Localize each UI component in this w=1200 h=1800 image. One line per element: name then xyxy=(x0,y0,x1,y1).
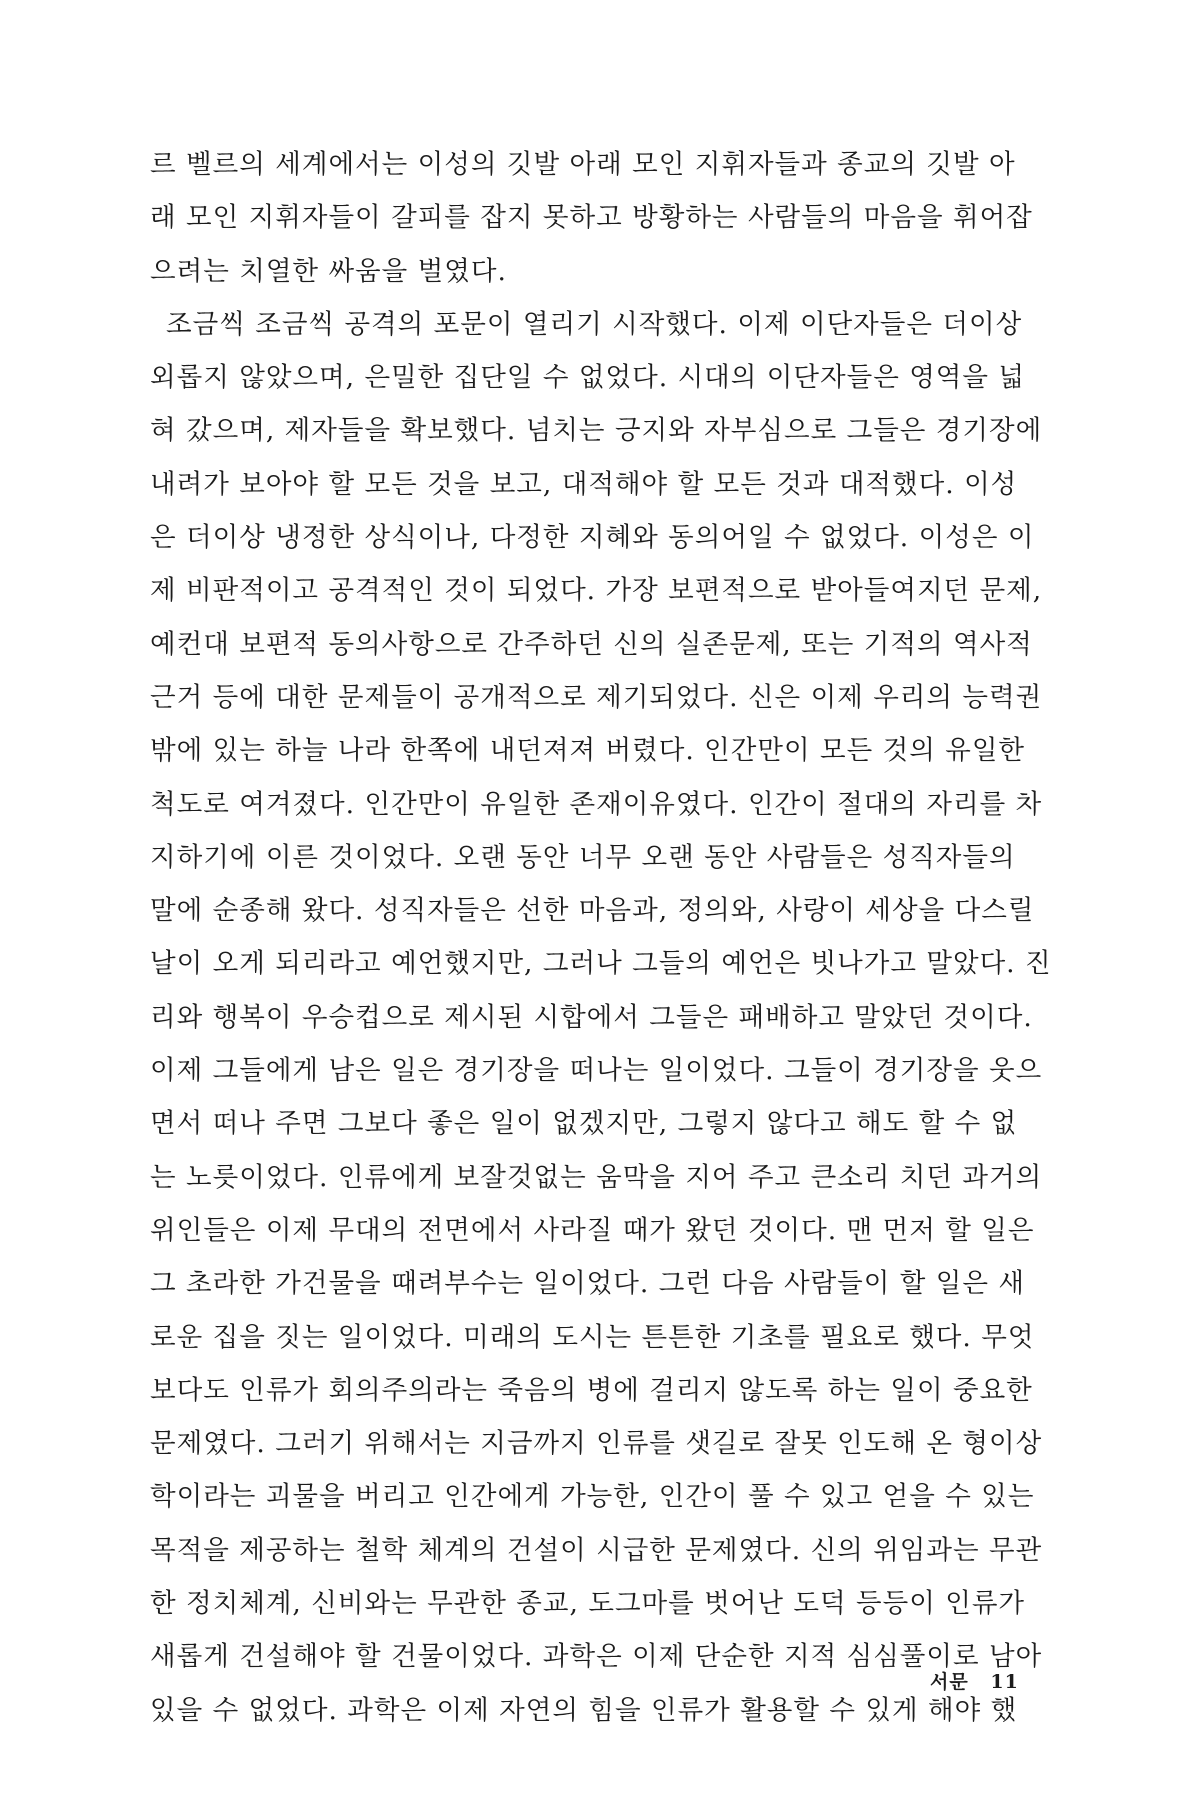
text-line: 문제였다. 그러기 위해서는 지금까지 인류를 샛길로 잘못 인도해 온 형이상 xyxy=(150,1428,1043,1460)
text-line-paragraph-start: 조금씩 조금씩 공격의 포문이 열리기 시작했다. 이제 이단자들은 더이상 xyxy=(166,308,1023,340)
text-line: 으려는 치열한 싸움을 벌였다. xyxy=(150,255,507,287)
text-line: 외롭지 않았으며, 은밀한 집단일 수 없었다. 시대의 이단자들은 영역을 넓 xyxy=(150,362,1026,394)
text-line: 보다도 인류가 회의주의라는 죽음의 병에 걸리지 않도록 하는 일이 중요한 xyxy=(150,1374,1033,1406)
text-line: 는 노릇이었다. 인류에게 보잘것없는 움막을 지어 주고 큰소리 치던 과거의 xyxy=(150,1161,1043,1193)
page-footer xyxy=(930,1667,1019,1694)
text-line: 지하기에 이른 것이었다. 오랜 동안 너무 오랜 동안 사람들은 성직자들의 xyxy=(150,841,1016,873)
text-line: 예컨대 보편적 동의사항으로 간주하던 신의 실존문제, 또는 기적의 역사적 xyxy=(150,628,1033,660)
text-line: 혀 갔으며, 제자들을 확보했다. 넘치는 긍지와 자부심으로 그들은 경기장에 xyxy=(150,415,1043,447)
body-text xyxy=(150,138,1055,1737)
text-line: 이제 그들에게 남은 일은 경기장을 떠나는 일이었다. 그들이 경기장을 웃으 xyxy=(150,1055,1043,1087)
text-line: 면서 떠나 주면 그보다 좋은 일이 없겠지만, 그렇지 않다고 해도 할 수 없 xyxy=(150,1108,1018,1140)
text-line: 말에 순종해 왔다. 성직자들은 선한 마음과, 정의와, 사랑이 세상을 다스릴 xyxy=(150,895,1035,927)
page-number: 11 xyxy=(990,1671,1019,1693)
text-line: 로운 집을 짓는 일이었다. 미래의 도시는 튼튼한 기초를 필요로 했다. 무엇 xyxy=(150,1321,1035,1353)
text-line: 그 초라한 가건물을 때려부수는 일이었다. 그런 다음 사람들이 할 일은 새 xyxy=(150,1268,1026,1300)
text-line: 르 벨르의 세계에서는 이성의 깃발 아래 모인 지휘자들과 종교의 깃발 아 xyxy=(150,149,1016,180)
text-line: 래 모인 지휘자들이 갈피를 잡지 못하고 방황하는 사람들의 마음을 휘어잡 xyxy=(150,202,1033,234)
text-line: 밖에 있는 하늘 나라 한쪽에 내던져져 버렸다. 인간만이 모든 것의 유일한 xyxy=(150,735,1026,767)
text-line: 있을 수 없었다. 과학은 이제 자연의 힘을 인류가 활용할 수 있게 해야 했 xyxy=(150,1694,1018,1726)
section-title: 서문 xyxy=(930,1671,969,1693)
text-line: 한 정치체계, 신비와는 무관한 종교, 도그마를 벗어난 도덕 등등이 인류가 xyxy=(150,1588,1026,1620)
text-line: 리와 행복이 우승컵으로 제시된 시합에서 그들은 패배하고 말았던 것이다. xyxy=(150,1001,1033,1033)
text-line: 위인들은 이제 무대의 전면에서 사라질 때가 왔던 것이다. 맨 먼저 할 일은 xyxy=(150,1214,1035,1246)
text-line: 목적을 제공하는 철학 체계의 건설이 시급한 문제였다. 신의 위임과는 무관 xyxy=(150,1534,1043,1566)
text-line: 근거 등에 대한 문제들이 공개적으로 제기되었다. 신은 이제 우리의 능력권 xyxy=(150,681,1043,713)
text-line: 날이 오게 되리라고 예언했지만, 그러나 그들의 예언은 빗나가고 말았다. 진 xyxy=(150,948,1052,980)
text-line: 학이라는 괴물을 버리고 인간에게 가능한, 인간이 풀 수 있고 얻을 수 있는 xyxy=(150,1481,1035,1513)
text-line: 내려가 보아야 할 모든 것을 보고, 대적해야 할 모든 것과 대적했다. 이성 xyxy=(150,468,1018,500)
text-line: 척도로 여겨졌다. 인간만이 유일한 존재이유였다. 인간이 절대의 자리를 차 xyxy=(150,788,1043,820)
text-line: 은 더이상 냉정한 상식이나, 다정한 지혜와 동의어일 수 없었다. 이성은 이 xyxy=(150,522,1035,554)
text-line: 새롭게 건설해야 할 건물이었다. 과학은 이제 단순한 지적 심심풀이로 남아 xyxy=(150,1641,1043,1673)
text-line: 제 비판적이고 공격적인 것이 되었다. 가장 보편적으로 받아들여지던 문제, xyxy=(150,575,1043,607)
